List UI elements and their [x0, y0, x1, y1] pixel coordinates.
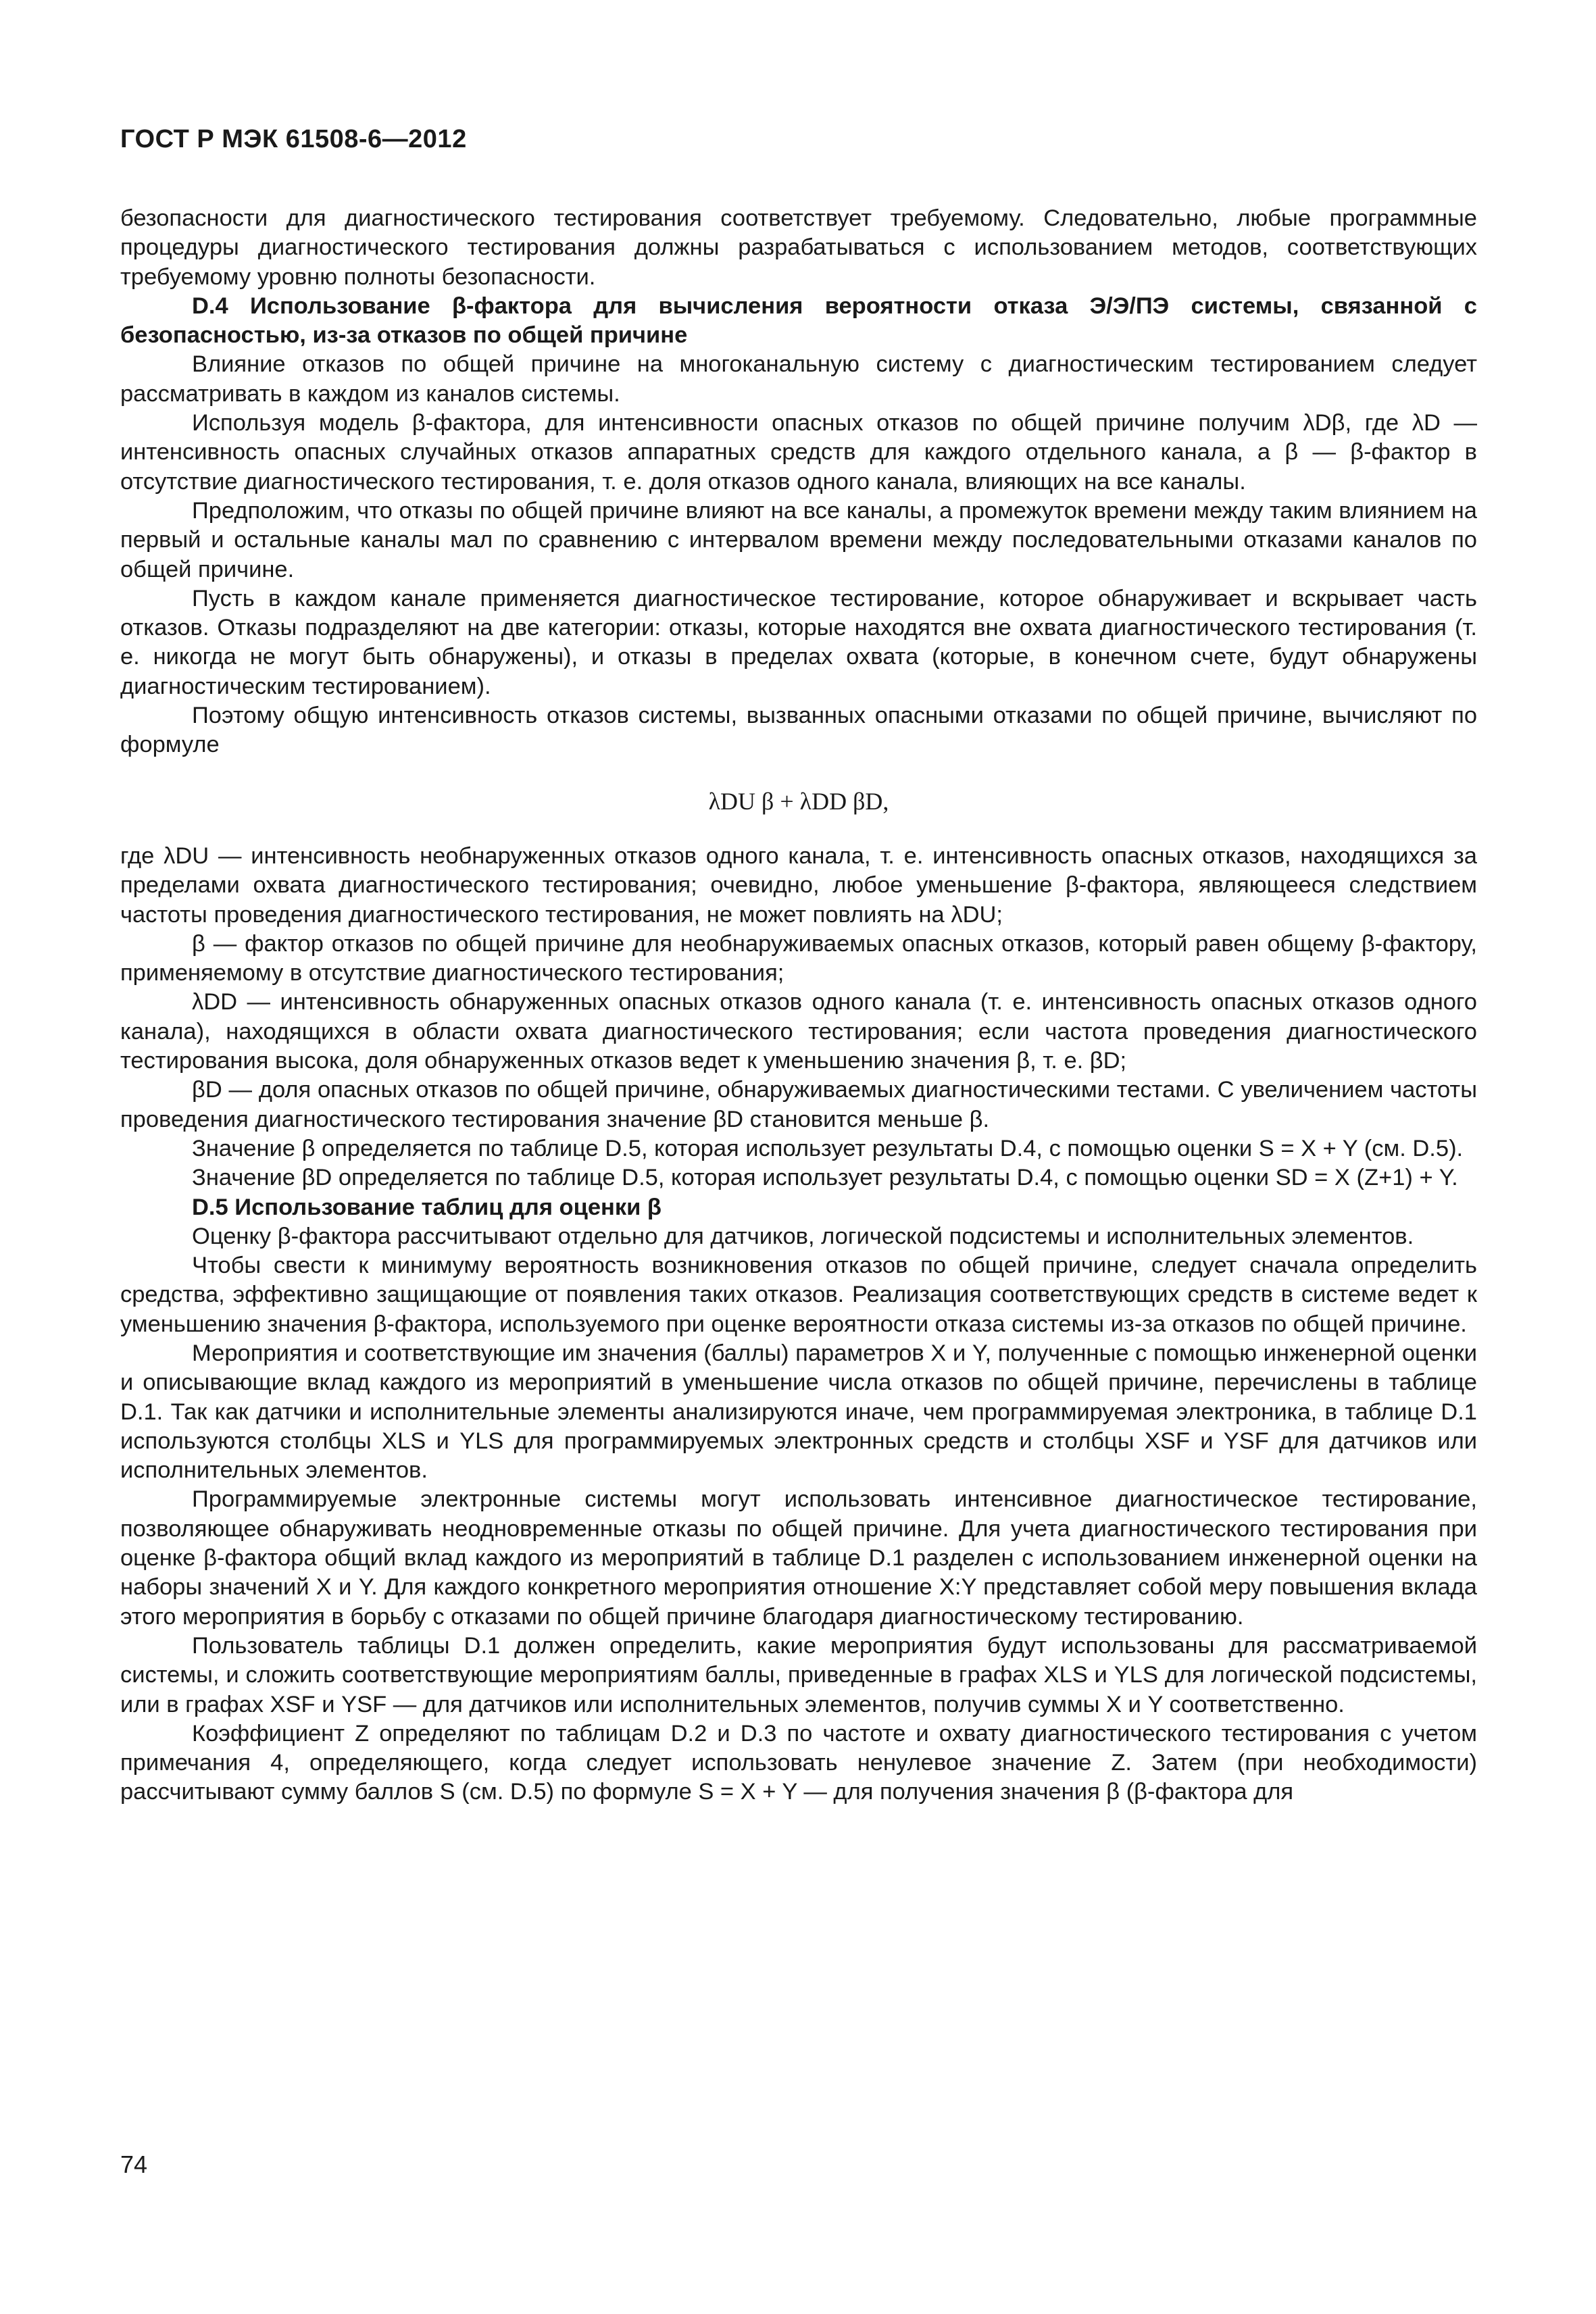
paragraph: Чтобы свести к минимуму вероятность возникновения отказов по общей причине, следует сначала определить средства, эффективно защищающие от появления таких отказов. Реализация соответствующих средств в системе ведет к уменьшению значения β-фактора, используемого при оценке вероятности отказа системы из-за отказов по общей причине.	[120, 1253, 1477, 1337]
paragraph: Пусть в каждом канале применяется диагностическое тестирование, которое обнаруживает и вскрывает часть отказов. Отказы подразделяют на две категории: отказы, которые находятся вне охвата диагностического тестирования (т. е. никогда не могут быть обнаружены), и отказы в пределах охвата (которые, в конечном счете, будут обнаружены диагностическим тестированием).	[120, 585, 1477, 699]
paragraph: Предположим, что отказы по общей причине влияют на все каналы, а промежуток времени между таким влиянием на первый и остальные каналы мал по сравнению с интервалом времени между последовательными отказами каналов по общей причине.	[120, 497, 1477, 582]
paragraph: Пользователь таблицы D.1 должен определить, какие мероприятия будут использованы для рассматриваемой системы, и сложить соответствующие мероприятиям баллы, приведенные в графах XLS и YLS для логической подсистемы, или в графах XSF и YSF — для датчиков или исполнительных элементов, получив суммы X и Y соответственно.	[120, 1632, 1477, 1717]
paragraph: где λDU — интенсивность необнаруженных отказов одного канала, т. е. интенсивность опасных отказов, находящихся за пределами охвата диагностического тестирования; очевидно, любое уменьшение β-фактора, являющееся следствием частоты проведения диагностического тестирования, не может повлиять на λDU;	[120, 842, 1477, 928]
document-body	[120, 204, 1477, 1807]
paragraph: Используя модель β-фактора, для интенсивности опасных отказов по общей причине получим λDβ, где λD — интенсивность опасных случайных отказов аппаратных средств для каждого отдельного канала, а β — β-фактор в отсутствие диагностического тестирования, т. е. доля отказов одного канала, влияющих на все каналы.	[120, 410, 1477, 495]
paragraph: Значение β определяется по таблице D.5, которая использует результаты D.4, с помощью оценки S = X + Y (см. D.5).	[192, 1135, 1464, 1161]
paragraph: βD — доля опасных отказов по общей причине, обнаруживаемых диагностическими тестами. С увеличением частоты проведения диагностического тестирования значение βD становится меньше β.	[120, 1077, 1477, 1132]
paragraph: Поэтому общую интенсивность отказов системы, вызванных опасными отказами по общей причине, вычисляют по формуле	[120, 703, 1477, 758]
paragraph: Мероприятия и соответствующие им значения (баллы) параметров X и Y, полученные с помощью инженерной оценки и описывающие вклад каждого из мероприятий в уменьшение числа отказов по общей причине, перечислены в таблице D.1. Так как датчики и исполнительные элементы анализируются иначе, чем программируемая электроника, в таблице D.1 используются столбцы XLS и YLS для программируемых электронных средств и столбцы XSF и YSF для датчиков или исполнительных элементов.	[120, 1340, 1477, 1484]
section-heading-d4: D.4 Использование β-фактора для вычисления вероятности отказа Э/Э/ПЭ системы, связанной с безопасностью, из-за отказов по общей причине	[120, 293, 1477, 349]
paragraph: Влияние отказов по общей причине на многоканальную систему с диагностическим тестированием следует рассматривать в каждом из каналов системы.	[120, 351, 1477, 407]
paragraph: Значение βD определяется по таблице D.5, которая использует результаты D.4, с помощью оценки SD = X (Z+1) + Y.	[192, 1165, 1458, 1191]
paragraph: β — фактор отказов по общей причине для необнаруживаемых опасных отказов, который равен общему β-фактору, применяемому в отсутствие диагностического тестирования;	[120, 930, 1477, 986]
paragraph: Оценку β-фактора рассчитывают отдельно для датчиков, логической подсистемы и исполнительных элементов.	[192, 1223, 1414, 1249]
paragraph: Коэффициент Z определяют по таблицам D.2 и D.3 по частоте и охвату диагностического тестирования с учетом примечания 4, определяющего, когда следует использовать ненулевое значение Z. Затем (при необходимости) рассчитывают сумму баллов S (см. D.5) по формуле S = X + Y — для получения значения β (β-фактора для	[120, 1720, 1477, 1805]
paragraph: безопасности для диагностического тестирования соответствует требуемому. Следовательно, любые программные процедуры диагностического тестирования должны разрабатываться с использованием методов, соответствующих требуемому уровню полноты безопасности.	[120, 205, 1477, 290]
standard-header: ГОСТ Р МЭК 61508-6—2012	[120, 125, 467, 153]
page-number: 74	[120, 2150, 148, 2178]
formula: λDU β + λDD βD,	[708, 787, 889, 815]
section-heading-d5: D.5 Использование таблиц для оценки β	[192, 1194, 662, 1220]
paragraph: λDD — интенсивность обнаруженных опасных отказов одного канала (т. е. интенсивность опасных отказов одного канала), находящихся в области охвата диагностического тестирования; если частота проведения диагностического тестирования высока, доля обнаруженных отказов ведет к уменьшению значения β, т. е. βD;	[120, 989, 1477, 1074]
paragraph: Программируемые электронные системы могут использовать интенсивное диагностическое тестирование, позволяющее обнаруживать неодновременные отказы по общей причине. Для учета диагностического тестирования при оценке β-фактора общий вклад каждого из мероприятий в таблице D.1 разделен с использованием инженерной оценки на наборы значений X и Y. Для каждого конкретного мероприятия отношение X:Y представляет собой меру повышения вклада этого мероприятия в борьбу с отказами по общей причине благодаря диагностическому тестированию.	[120, 1486, 1477, 1630]
